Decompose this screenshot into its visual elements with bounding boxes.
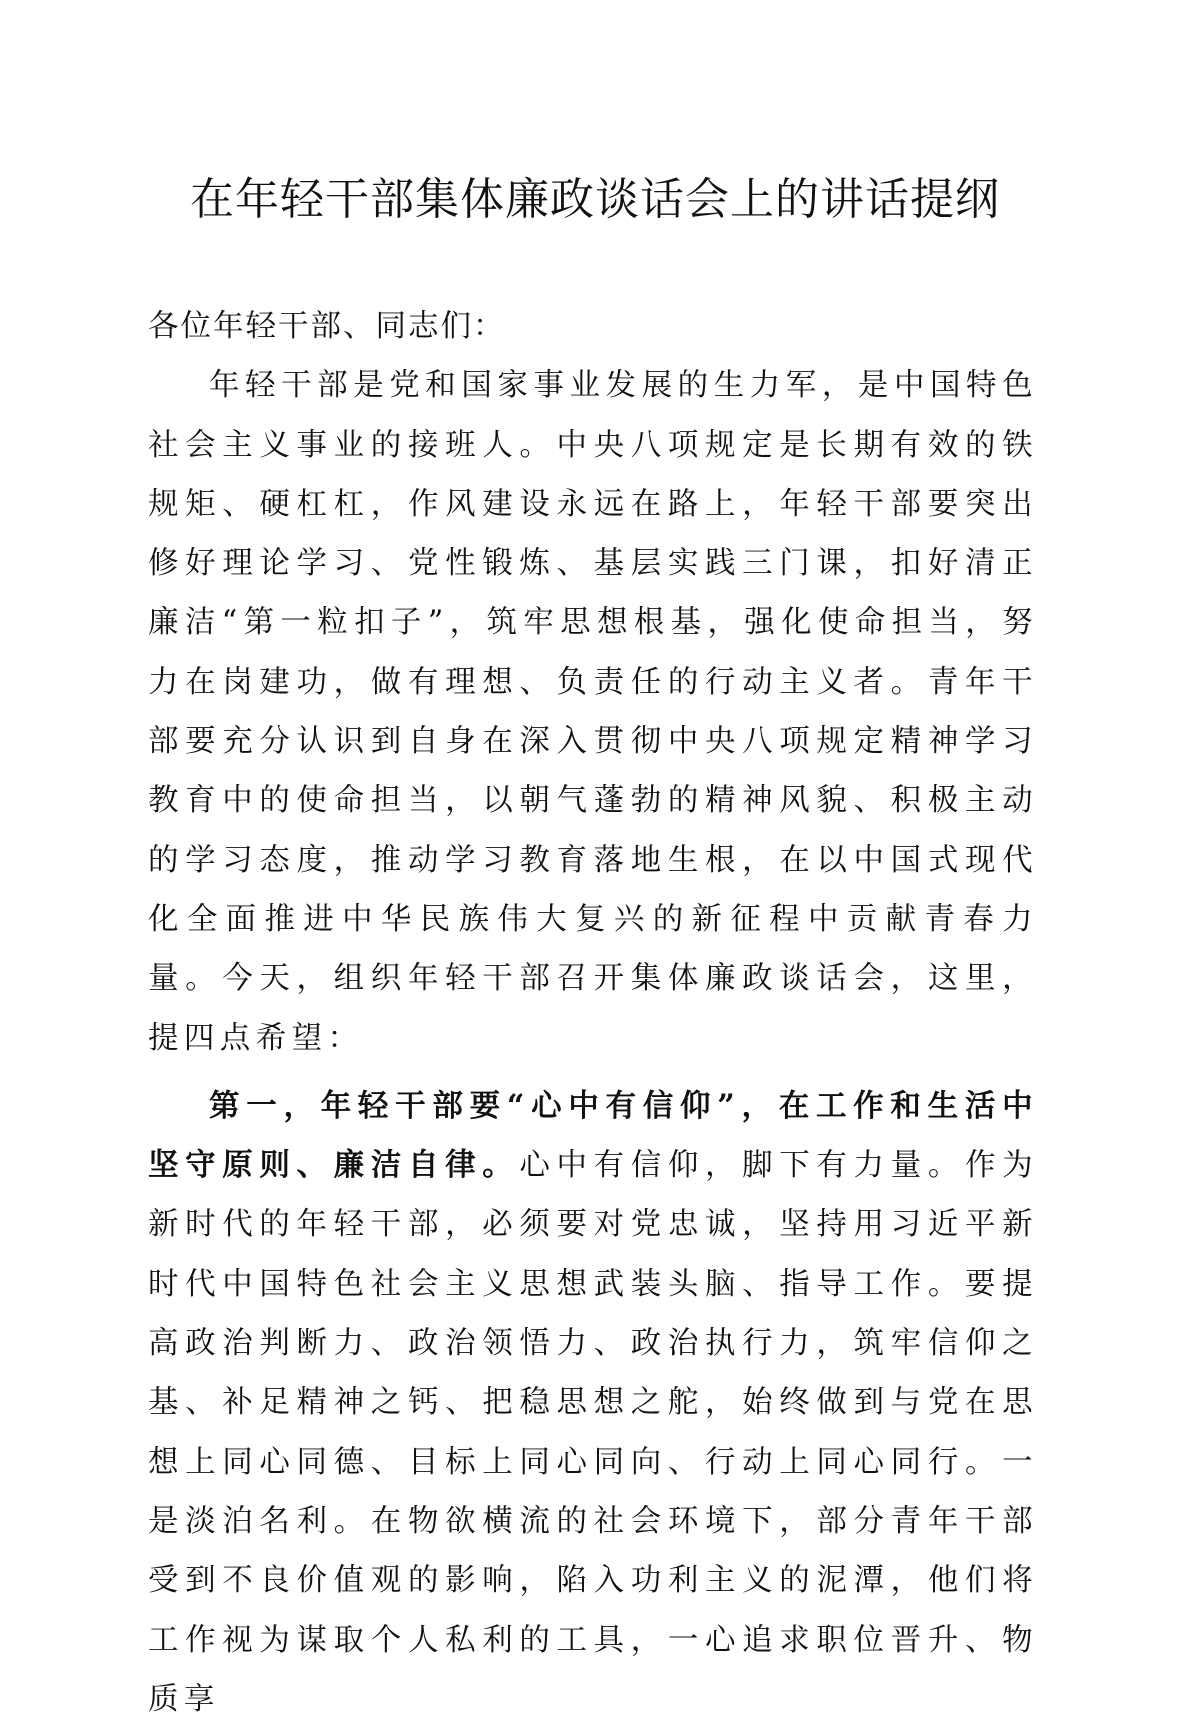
document-body <box>148 297 1038 1729</box>
paragraph-intro: 年轻干部是党和国家事业发展的生力军，是中国特色社会主义事业的接班人。中央八项规定是长期有效的铁规矩、硬杠杠，作风建设永远在路上，年轻干部要突出修好理论学习、党性锻炼、基层实践三门课，扣好清正廉洁“第一粒扣子”，筑牢思想根基，强化使命担当，努力在岗建功，做有理想、负责任的行动主义者。青年干部要充分认识到自身在深入贯彻中央八项规定精神学习教育中的使命担当，以朝气蓬勃的精神风貌、积极主动的学习态度，推动学习教育落地生根，在以中国式现代化全面推进中华民族伟大复兴的新征程中贡献青春力量。今天，组织年轻干部召开集体廉政谈话会，这里，提四点希望： <box>148 368 1038 1056</box>
paragraph-body: 心中有信仰，脚下有力量。作为新时代的年轻干部，必须要对党忠诚，坚持用习近平新时代中国特色社会主义思想武装头脑、指导工作。要提高政治判断力、政治领悟力、政治执行力，筑牢信仰之基、补足精神之钙、把稳思想之舵，始终做到与党在思想上同心同德、目标上同心同向、行动上同心同行。一是淡泊名利。在物欲横流的社会环境下，部分青年干部受到不良价值观的影响，陷入功利主义的泥潭，他们将工作视为谋取个人私利的工具，一心追求职位晋升、物质享 <box>148 1148 1038 1717</box>
salutation: 各位年轻干部、同志们： <box>148 309 506 344</box>
paragraph-lead-bold: 第一，年轻干部要“心中有信仰”，在工作和生活中坚守原则、廉洁自律。 <box>148 1087 1038 1184</box>
document-title: 在年轻干部集体廉政谈话会上的讲话提纲 <box>190 174 1000 225</box>
paragraph-first-point <box>148 1077 1038 1729</box>
